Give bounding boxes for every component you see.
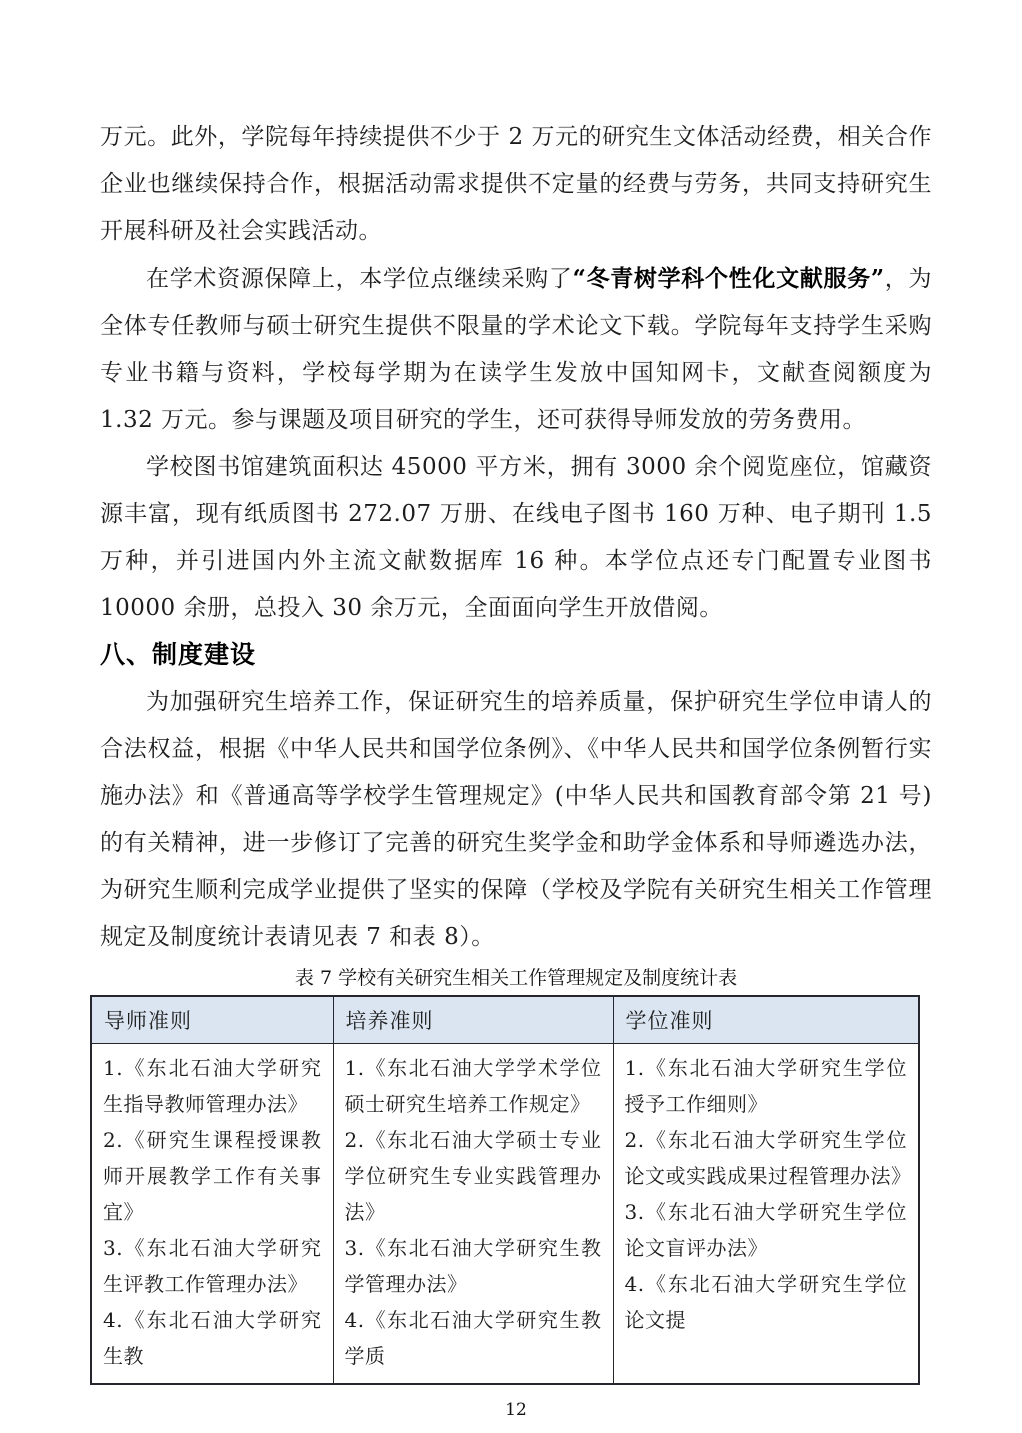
table-body-row: [91, 1044, 919, 1385]
cell-item: 1.《东北石油大学研究生学位授予工作细则》: [624, 1056, 907, 1116]
cell-item: 2.《东北石油大学研究生学位论文或实践成果过程管理办法》: [624, 1128, 912, 1188]
paragraph-academic-resources: [100, 255, 932, 444]
cell-item: 2.《研究生课程授课教师开展教学工作有关事宜》: [103, 1128, 322, 1224]
cell-item: 4.《东北石油大学研究生学位论文提: [624, 1272, 907, 1332]
cell-item: 2.《东北石油大学硕士专业学位研究生专业实践管理办法》: [344, 1128, 602, 1224]
paragraph-regulations: 为加强研究生培养工作，保证研究生的培养质量，保护研究生学位申请人的合法权益，根据《中华人民共和国学位条例》、《中华人民共和国学位条例暂行实施办法》和《普通高等学校学生管理规定》(中华人民共和国教育部令第 21 号)的有关精神，进一步修订了完善的研究生奖学金和助学金体系和导师遴选办法，为研究生顺利完成学业提供了坚实的保障（学校及学院有关研究生相关工作管理规定及制度统计表请见表 7 和表 8）。: [100, 689, 932, 950]
bold-service-name: “冬青树学科个性化文献服务”: [572, 265, 885, 292]
cell-item: 4.《东北石油大学研究生教: [103, 1308, 322, 1368]
cell-item: 3.《东北石油大学研究生教学管理办法》: [344, 1236, 602, 1296]
cell-item: 3.《东北石油大学研究生学位论文盲评办法》: [624, 1200, 907, 1260]
table-header-training: 培养准则: [333, 996, 613, 1044]
regulations-table: [90, 995, 920, 1385]
table-header-degree: 学位准则: [613, 996, 919, 1044]
paragraph-text: ，为全体专任教师与硕士研究生提供不限量的学术论文下载。学院每年支持学生采购专业书籍与资料，学校每学期为在读学生发放中国知网卡，文献查阅额度为 1.32 万元。参与课题及项目研究的学生，还可获得导师发放的劳务费用。: [100, 266, 933, 433]
section-heading: 八、制度建设: [100, 641, 257, 669]
paragraph-continued: 万元。此外，学院每年持续提供不少于 2 万元的研究生文体活动经费，相关合作企业也继续保持合作，根据活动需求提供不定量的经费与劳务，共同支持研究生开展科研及社会实践活动。: [100, 124, 932, 244]
table-header-row: [91, 996, 919, 1044]
cell-item: 3.《东北石油大学研究生评教工作管理办法》: [103, 1236, 322, 1296]
table-cell-degree: [613, 1044, 919, 1385]
paragraph-library: 学校图书馆建筑面积达 45000 平方米，拥有 3000 余个阅览座位，馆藏资源丰富，现有纸质图书 272.07 万册、在线电子图书 160 万种、电子期刊 1.5 万种，并引进国内外主流文献数据库 16 种。本学位点还专门配置专业图书 10000 余册，总投入 30 余万元，全面面向学生开放借阅。: [100, 454, 932, 621]
paragraph-text: 在学术资源保障上，本学位点继续采购了: [146, 266, 573, 292]
cell-item: 1.《东北石油大学研究生指导教师管理办法》: [103, 1056, 322, 1116]
table-cell-mentor: [91, 1044, 333, 1385]
cell-item: 4.《东北石油大学研究生教学质: [344, 1308, 602, 1368]
table-header-mentor: 导师准则: [91, 996, 333, 1044]
cell-item: 1.《东北石油大学学术学位硕士研究生培养工作规定》: [344, 1056, 602, 1116]
table-cell-training: [333, 1044, 613, 1385]
table-caption: 表 7 学校有关研究生相关工作管理规定及制度统计表: [294, 967, 738, 989]
page-number: 12: [505, 1400, 527, 1420]
